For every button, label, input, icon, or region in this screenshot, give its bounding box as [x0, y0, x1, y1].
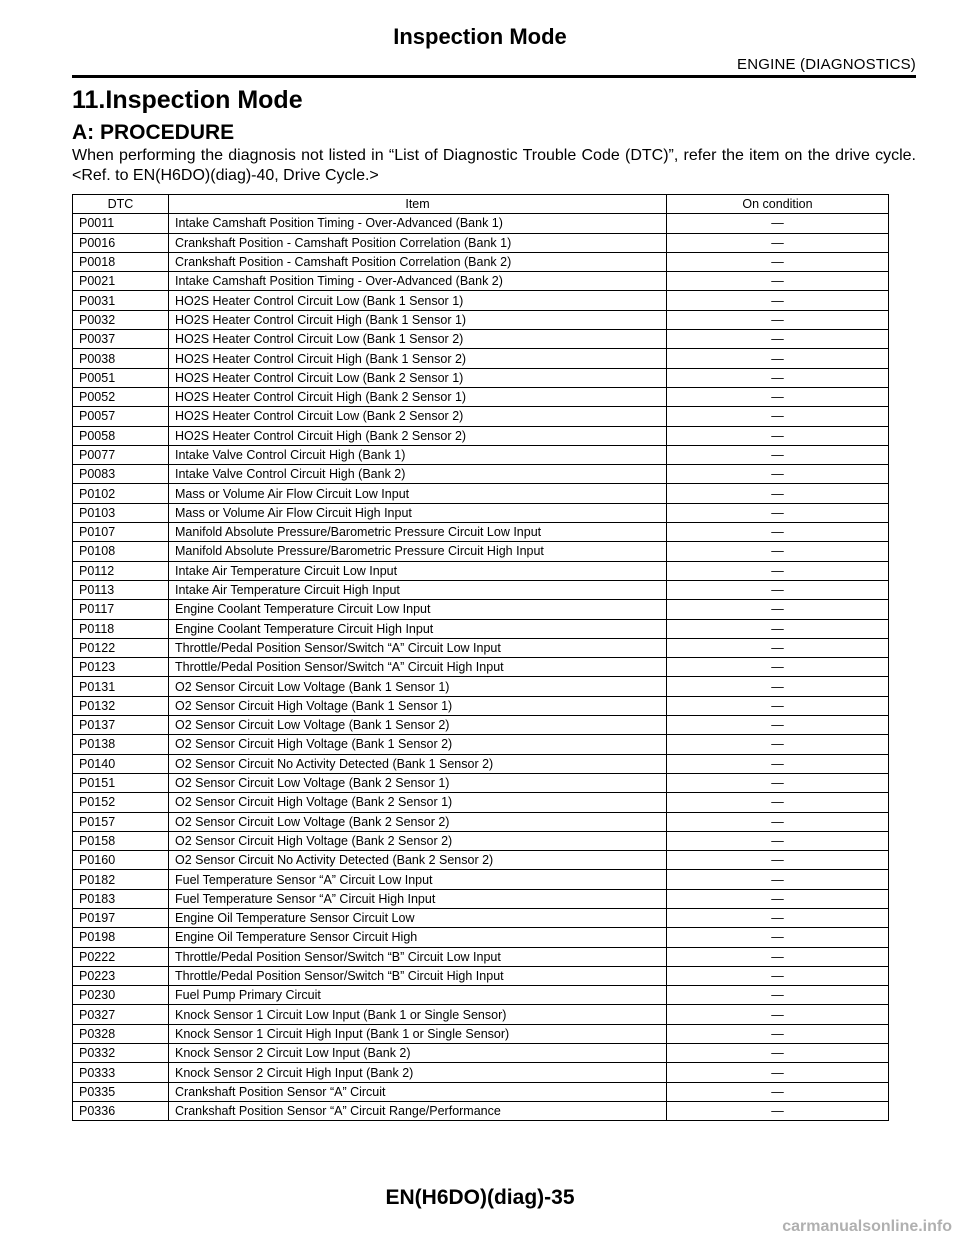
- item-cell: Engine Oil Temperature Sensor Circuit High: [169, 928, 667, 947]
- table-row: [73, 889, 889, 908]
- item-cell: Knock Sensor 2 Circuit High Input (Bank 2): [169, 1063, 667, 1082]
- on-condition-cell: —: [667, 677, 889, 696]
- on-condition-cell: —: [667, 966, 889, 985]
- table-row: [73, 735, 889, 754]
- item-cell: O2 Sensor Circuit Low Voltage (Bank 2 Sensor 1): [169, 773, 667, 792]
- on-condition-cell: —: [667, 561, 889, 580]
- item-cell: Throttle/Pedal Position Sensor/Switch “A” Circuit Low Input: [169, 638, 667, 657]
- on-condition-cell: —: [667, 310, 889, 329]
- item-cell: HO2S Heater Control Circuit Low (Bank 1 Sensor 1): [169, 291, 667, 310]
- item-cell: HO2S Heater Control Circuit High (Bank 2 Sensor 2): [169, 426, 667, 445]
- on-condition-cell: —: [667, 716, 889, 735]
- on-condition-cell: —: [667, 793, 889, 812]
- table-row: [73, 523, 889, 542]
- item-cell: O2 Sensor Circuit High Voltage (Bank 1 Sensor 2): [169, 735, 667, 754]
- on-condition-cell: —: [667, 1005, 889, 1024]
- dtc-code-cell: P0021: [73, 272, 169, 291]
- table-row: [73, 465, 889, 484]
- on-condition-cell: —: [667, 619, 889, 638]
- item-cell: Intake Camshaft Position Timing - Over-Advanced (Bank 2): [169, 272, 667, 291]
- dtc-code-cell: P0122: [73, 638, 169, 657]
- dtc-code-cell: P0118: [73, 619, 169, 638]
- item-cell: Mass or Volume Air Flow Circuit Low Input: [169, 484, 667, 503]
- table-row: [73, 908, 889, 927]
- item-cell: O2 Sensor Circuit No Activity Detected (Bank 1 Sensor 2): [169, 754, 667, 773]
- dtc-table: [72, 194, 889, 1121]
- dtc-code-cell: P0123: [73, 658, 169, 677]
- table-row: [73, 658, 889, 677]
- table-row: [73, 310, 889, 329]
- on-condition-cell: —: [667, 484, 889, 503]
- item-cell: Manifold Absolute Pressure/Barometric Pressure Circuit High Input: [169, 542, 667, 561]
- table-row: [73, 349, 889, 368]
- table-row: [73, 503, 889, 522]
- dtc-code-cell: P0327: [73, 1005, 169, 1024]
- table-row: [73, 851, 889, 870]
- dtc-code-cell: P0197: [73, 908, 169, 927]
- table-row: [73, 1063, 889, 1082]
- item-cell: O2 Sensor Circuit No Activity Detected (Bank 2 Sensor 2): [169, 851, 667, 870]
- on-condition-cell: —: [667, 638, 889, 657]
- header-divider: [72, 75, 916, 78]
- item-cell: Crankshaft Position Sensor “A” Circuit: [169, 1082, 667, 1101]
- dtc-code-cell: P0016: [73, 233, 169, 252]
- on-condition-cell: —: [667, 1063, 889, 1082]
- section-title: 11.Inspection Mode: [72, 86, 303, 114]
- table-row: [73, 773, 889, 792]
- on-condition-cell: —: [667, 445, 889, 464]
- dtc-code-cell: P0222: [73, 947, 169, 966]
- item-cell: Knock Sensor 2 Circuit Low Input (Bank 2): [169, 1044, 667, 1063]
- dtc-code-cell: P0107: [73, 523, 169, 542]
- item-cell: O2 Sensor Circuit High Voltage (Bank 2 Sensor 2): [169, 831, 667, 850]
- item-cell: Knock Sensor 1 Circuit Low Input (Bank 1 or Single Sensor): [169, 1005, 667, 1024]
- item-cell: Engine Coolant Temperature Circuit Low Input: [169, 600, 667, 619]
- on-condition-cell: —: [667, 773, 889, 792]
- table-row: [73, 561, 889, 580]
- page-footer-id: EN(H6DO)(diag)-35: [385, 1186, 575, 1209]
- item-cell: Knock Sensor 1 Circuit High Input (Bank 1 or Single Sensor): [169, 1024, 667, 1043]
- dtc-code-cell: P0117: [73, 600, 169, 619]
- on-condition-cell: —: [667, 928, 889, 947]
- on-condition-cell: —: [667, 214, 889, 233]
- on-condition-cell: —: [667, 812, 889, 831]
- on-condition-cell: —: [667, 330, 889, 349]
- item-cell: HO2S Heater Control Circuit Low (Bank 1 Sensor 2): [169, 330, 667, 349]
- item-cell: O2 Sensor Circuit Low Voltage (Bank 1 Sensor 1): [169, 677, 667, 696]
- table-row: [73, 426, 889, 445]
- on-condition-cell: —: [667, 1101, 889, 1120]
- table-row: [73, 1082, 889, 1101]
- table-row: [73, 619, 889, 638]
- dtc-code-cell: P0058: [73, 426, 169, 445]
- dtc-code-cell: P0031: [73, 291, 169, 310]
- on-condition-cell: —: [667, 407, 889, 426]
- on-condition-cell: —: [667, 658, 889, 677]
- dtc-code-cell: P0102: [73, 484, 169, 503]
- dtc-code-cell: P0152: [73, 793, 169, 812]
- dtc-code-cell: P0335: [73, 1082, 169, 1101]
- on-condition-cell: —: [667, 696, 889, 715]
- table-row: [73, 484, 889, 503]
- on-condition-cell: —: [667, 908, 889, 927]
- dtc-code-cell: P0157: [73, 812, 169, 831]
- dtc-code-cell: P0137: [73, 716, 169, 735]
- dtc-code-cell: P0333: [73, 1063, 169, 1082]
- item-cell: Mass or Volume Air Flow Circuit High Input: [169, 503, 667, 522]
- on-condition-cell: —: [667, 387, 889, 406]
- table-row: [73, 368, 889, 387]
- dtc-code-cell: P0051: [73, 368, 169, 387]
- table-row: [73, 330, 889, 349]
- item-cell: Fuel Temperature Sensor “A” Circuit Low Input: [169, 870, 667, 889]
- item-cell: Intake Air Temperature Circuit High Input: [169, 580, 667, 599]
- table-row: [73, 754, 889, 773]
- item-cell: HO2S Heater Control Circuit High (Bank 2 Sensor 1): [169, 387, 667, 406]
- dtc-code-cell: P0077: [73, 445, 169, 464]
- subsection-title: A: PROCEDURE: [72, 121, 235, 144]
- on-condition-cell: —: [667, 851, 889, 870]
- dtc-code-cell: P0132: [73, 696, 169, 715]
- table-row: [73, 793, 889, 812]
- item-cell: Engine Oil Temperature Sensor Circuit Low: [169, 908, 667, 927]
- dtc-code-cell: P0032: [73, 310, 169, 329]
- table-row: [73, 716, 889, 735]
- table-row: [73, 966, 889, 985]
- table-row: [73, 1024, 889, 1043]
- on-condition-cell: —: [667, 523, 889, 542]
- dtc-code-cell: P0182: [73, 870, 169, 889]
- item-cell: O2 Sensor Circuit Low Voltage (Bank 1 Sensor 2): [169, 716, 667, 735]
- on-condition-cell: —: [667, 233, 889, 252]
- table-row: [73, 696, 889, 715]
- dtc-code-cell: P0230: [73, 986, 169, 1005]
- dtc-code-cell: P0011: [73, 214, 169, 233]
- item-cell: Intake Valve Control Circuit High (Bank 1): [169, 445, 667, 464]
- item-cell: O2 Sensor Circuit Low Voltage (Bank 2 Sensor 2): [169, 812, 667, 831]
- dtc-code-cell: P0328: [73, 1024, 169, 1043]
- dtc-code-cell: P0336: [73, 1101, 169, 1120]
- table-row: [73, 1101, 889, 1120]
- dtc-code-cell: P0037: [73, 330, 169, 349]
- on-condition-cell: —: [667, 368, 889, 387]
- table-row: [73, 831, 889, 850]
- item-cell: Crankshaft Position Sensor “A” Circuit Range/Performance: [169, 1101, 667, 1120]
- dtc-code-cell: P0018: [73, 252, 169, 271]
- table-row: [73, 445, 889, 464]
- item-cell: HO2S Heater Control Circuit High (Bank 1 Sensor 2): [169, 349, 667, 368]
- on-condition-cell: —: [667, 735, 889, 754]
- table-row: [73, 638, 889, 657]
- item-cell: Intake Air Temperature Circuit Low Input: [169, 561, 667, 580]
- dtc-code-cell: P0223: [73, 966, 169, 985]
- table-row: [73, 214, 889, 233]
- item-cell: HO2S Heater Control Circuit Low (Bank 2 Sensor 2): [169, 407, 667, 426]
- dtc-code-cell: P0108: [73, 542, 169, 561]
- on-condition-cell: —: [667, 947, 889, 966]
- on-condition-cell: —: [667, 1024, 889, 1043]
- on-condition-cell: —: [667, 291, 889, 310]
- table-row: [73, 986, 889, 1005]
- on-condition-cell: —: [667, 1044, 889, 1063]
- intro-paragraph: When performing the diagnosis not listed in “List of Diagnostic Trouble Code (DTC)”, refer the item on the drive cycle. <Ref. to EN(H6DO)(diag)-40, Drive Cycle.>: [72, 147, 916, 184]
- item-cell: Throttle/Pedal Position Sensor/Switch “A” Circuit High Input: [169, 658, 667, 677]
- table-body: [73, 214, 889, 1121]
- on-condition-cell: —: [667, 600, 889, 619]
- item-cell: Intake Valve Control Circuit High (Bank 2): [169, 465, 667, 484]
- table-row: [73, 580, 889, 599]
- dtc-code-cell: P0151: [73, 773, 169, 792]
- dtc-code-cell: P0113: [73, 580, 169, 599]
- dtc-code-cell: P0140: [73, 754, 169, 773]
- table-row: [73, 600, 889, 619]
- on-condition-cell: —: [667, 986, 889, 1005]
- item-cell: O2 Sensor Circuit High Voltage (Bank 1 Sensor 1): [169, 696, 667, 715]
- item-cell: Fuel Temperature Sensor “A” Circuit High Input: [169, 889, 667, 908]
- table-row: [73, 291, 889, 310]
- item-cell: HO2S Heater Control Circuit Low (Bank 2 Sensor 1): [169, 368, 667, 387]
- on-condition-cell: —: [667, 1082, 889, 1101]
- on-condition-cell: —: [667, 580, 889, 599]
- table-row: [73, 812, 889, 831]
- table-row: [73, 407, 889, 426]
- table-row: [73, 542, 889, 561]
- on-condition-cell: —: [667, 831, 889, 850]
- dtc-code-cell: P0057: [73, 407, 169, 426]
- table-row: [73, 387, 889, 406]
- item-cell: Intake Camshaft Position Timing - Over-Advanced (Bank 1): [169, 214, 667, 233]
- table-row: [73, 252, 889, 271]
- table-row: [73, 233, 889, 252]
- on-condition-cell: —: [667, 503, 889, 522]
- table-header-row: [73, 195, 889, 214]
- item-cell: Throttle/Pedal Position Sensor/Switch “B” Circuit Low Input: [169, 947, 667, 966]
- on-condition-cell: —: [667, 542, 889, 561]
- dtc-code-cell: P0103: [73, 503, 169, 522]
- table-row: [73, 1005, 889, 1024]
- dtc-code-cell: P0183: [73, 889, 169, 908]
- on-condition-cell: —: [667, 889, 889, 908]
- table-row: [73, 272, 889, 291]
- on-condition-cell: —: [667, 349, 889, 368]
- table-row: [73, 928, 889, 947]
- dtc-code-cell: P0131: [73, 677, 169, 696]
- watermark: carmanualsonline.info: [782, 1218, 952, 1235]
- dtc-code-cell: P0160: [73, 851, 169, 870]
- page-header-title: Inspection Mode: [393, 24, 567, 49]
- dtc-code-cell: P0198: [73, 928, 169, 947]
- dtc-code-cell: P0332: [73, 1044, 169, 1063]
- dtc-code-cell: P0112: [73, 561, 169, 580]
- page-header-section: ENGINE (DIAGNOSTICS): [736, 56, 916, 73]
- on-condition-cell: —: [667, 272, 889, 291]
- on-condition-cell: —: [667, 252, 889, 271]
- on-condition-cell: —: [667, 426, 889, 445]
- item-cell: Throttle/Pedal Position Sensor/Switch “B” Circuit High Input: [169, 966, 667, 985]
- item-cell: Fuel Pump Primary Circuit: [169, 986, 667, 1005]
- on-condition-cell: —: [667, 754, 889, 773]
- column-header-on-condition: On condition: [667, 195, 889, 214]
- dtc-code-cell: P0083: [73, 465, 169, 484]
- dtc-code-cell: P0038: [73, 349, 169, 368]
- item-cell: Manifold Absolute Pressure/Barometric Pressure Circuit Low Input: [169, 523, 667, 542]
- table-row: [73, 677, 889, 696]
- item-cell: HO2S Heater Control Circuit High (Bank 1 Sensor 1): [169, 310, 667, 329]
- table-row: [73, 947, 889, 966]
- on-condition-cell: —: [667, 870, 889, 889]
- item-cell: Engine Coolant Temperature Circuit High Input: [169, 619, 667, 638]
- dtc-code-cell: P0138: [73, 735, 169, 754]
- item-cell: Crankshaft Position - Camshaft Position Correlation (Bank 2): [169, 252, 667, 271]
- dtc-code-cell: P0052: [73, 387, 169, 406]
- item-cell: O2 Sensor Circuit High Voltage (Bank 2 Sensor 1): [169, 793, 667, 812]
- item-cell: Crankshaft Position - Camshaft Position Correlation (Bank 1): [169, 233, 667, 252]
- table-row: [73, 870, 889, 889]
- column-header-dtc: DTC: [73, 195, 169, 214]
- on-condition-cell: —: [667, 465, 889, 484]
- dtc-code-cell: P0158: [73, 831, 169, 850]
- table-row: [73, 1044, 889, 1063]
- column-header-item: Item: [169, 195, 667, 214]
